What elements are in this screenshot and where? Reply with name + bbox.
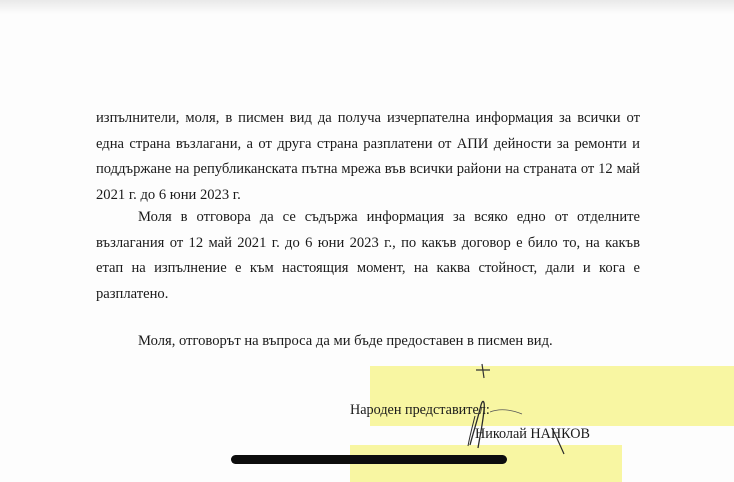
- home-indicator-bar[interactable]: [231, 455, 507, 464]
- paragraph-request-details: изпълнители, моля, в писмен вид да получа изчерпателна информация за всички от една страна възлагани, а от друга страна разплатени от АПИ дейности за ремонти и поддържане на републиканската пътна мрежа във всички райони на страната от 12 май 2021 г. до 6 юни 2023 г.: [96, 110, 640, 203]
- paragraph-info-requirements: Моля в отговора да се съдържа информация за всяко едно от отделните възлагания от 12 май 2021 г. до 6 юни 2023 г., по какъв договор е било то, на какъв етап на изпълнение е към настоящия момент, на каква стойност, дали и кога е разплатено.: [96, 209, 640, 302]
- paragraph-written-response-request: Моля, отговорът на въпроса да ми бъде предоставен в писмен вид.: [138, 333, 553, 349]
- page-top-edge: [0, 0, 734, 14]
- signature-name: Николай НАНКОВ: [475, 426, 590, 442]
- signature-title: Народен представител:: [350, 402, 490, 418]
